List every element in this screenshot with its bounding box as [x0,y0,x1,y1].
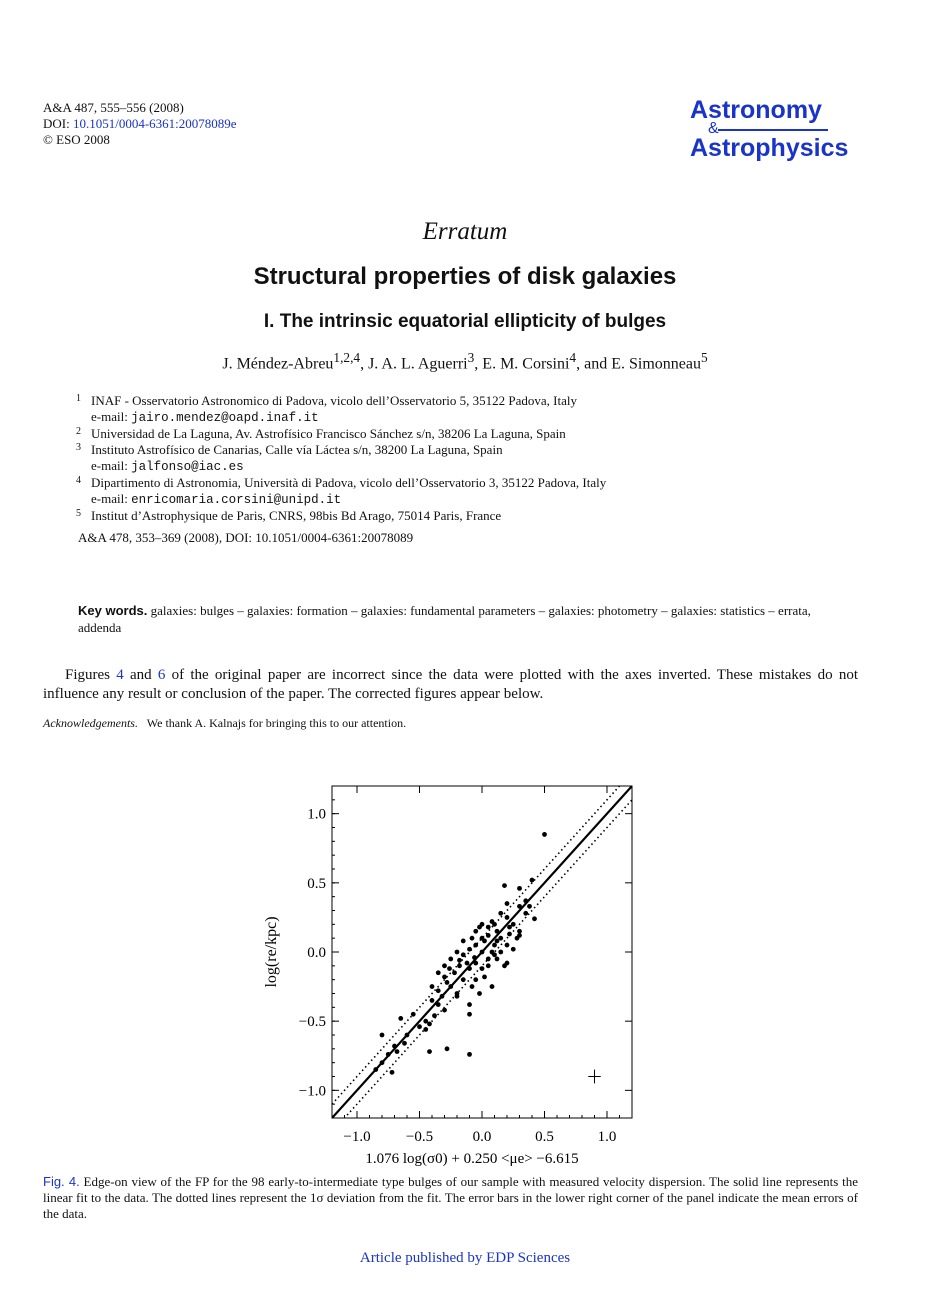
data-point [473,977,478,982]
data-point [392,1044,397,1049]
data-point [505,901,510,906]
affiliation-text: INAF - Osservatorio Astronomico di Padova, vicolo dell’Osservatorio 5, 35122 Padova, Italy [91,393,577,408]
data-point [447,966,452,971]
body-text: Figures [65,667,117,683]
data-point [461,952,466,957]
data-point [461,977,466,982]
body-text: of the original paper are incorrect since the data were plotted with the axes inverted. These mistakes do not influence any result or conclusion of the paper. The corrected figures appear below. [43,667,858,702]
x-tick-label: 1.0 [597,1129,617,1145]
data-point [527,904,532,909]
body-text: and [123,667,158,683]
data-point [480,950,485,955]
data-point [490,919,495,924]
ack-label: Acknowledgements. [43,716,138,730]
data-point [427,1049,432,1054]
data-point [482,939,487,944]
data-point [442,975,447,980]
logo-line2: Astrophysics [690,134,849,162]
author: J. Méndez-Abreu [222,355,334,373]
affiliation [76,426,776,442]
x-tick-label: −0.5 [405,1129,434,1145]
data-point [440,994,445,999]
journal-logo [690,96,880,162]
keywords-label: Key words. [78,603,148,618]
data-point [442,1008,447,1013]
data-point [523,898,528,903]
data-point [467,1052,472,1057]
keywords-text: galaxies: bulges – galaxies: formation – galaxies: fundamental parameters – galaxies: photometry – galaxies: statistics – errata, addenda [78,603,811,635]
email-line [91,409,776,426]
affiliation-num: 4 [76,475,81,486]
data-point [482,975,487,980]
data-point [448,984,453,989]
citation: A&A 487, 555–556 (2008) [43,100,184,115]
data-point [436,970,441,975]
plot-area [263,780,632,1167]
keywords [78,602,848,636]
acknowledgements [43,716,406,731]
affiliation-num: 5 [76,508,81,519]
data-point [380,1060,385,1065]
original-reference: A&A 478, 353–369 (2008), DOI: 10.1051/0004-6361:20078089 [78,530,414,545]
doi-line [43,116,363,132]
data-point [511,947,516,952]
data-point [502,883,507,888]
data-point [530,878,535,883]
author-list: J. Méndez-Abreu$^{1,2,4}$, J. A. L. Aguerri$^3$, E. M. Corsini$^4$, and E. Simonneau$^5$ [222,350,708,373]
x-axis-label: 1.076 log(σ0) + 0.250 <μe> −6.615 [365,1151,579,1167]
data-point [455,994,460,999]
affiliations [76,393,776,524]
data-point [495,929,500,934]
author: E. M. Corsini [482,355,570,373]
data-point [532,916,537,921]
data-point [477,991,482,996]
data-point [492,943,497,948]
y-tick-label: 0.5 [307,875,326,892]
email: enricomaria.corsini@unipd.it [131,493,342,507]
logo-line1: Astronomy [690,96,822,124]
data-point [445,980,450,985]
data-point [473,929,478,934]
affiliation-text: Instituto Astrofísico de Canarias, Calle vía Láctea s/n, 38200 La Laguna, Spain [91,442,503,457]
body-paragraph [43,666,858,704]
affiliation-num: 3 [76,442,81,453]
doi-label: DOI: [43,116,70,131]
y-axis-label: log(re/kpc) [263,916,280,988]
email: jairo.mendez@oapd.inaf.it [131,411,319,425]
data-point [455,950,460,955]
author-aff: 3 [467,350,475,365]
page-title: Structural properties of disk galaxies [253,263,677,290]
data-point [507,932,512,937]
data-point [517,929,522,934]
data-point [445,1046,450,1051]
caption-label[interactable]: Fig. 4. [43,1174,80,1189]
data-point [461,939,466,944]
data-point [405,1033,410,1038]
affiliation-num: 1 [76,393,81,404]
data-point [442,963,447,968]
data-point [390,1070,395,1075]
x-tick-label: 0.0 [472,1129,492,1145]
data-point [395,1049,400,1054]
email-label: e-mail: [91,491,128,506]
email-label: e-mail: [91,458,128,473]
figure-link[interactable]: 4 [116,667,124,683]
email-line [91,458,776,475]
fp-scatter-chart [250,780,650,1170]
data-point [505,961,510,966]
data-point [430,984,435,989]
affiliation-text: Institut d’Astrophysique de Paris, CNRS, 98bis Bd Arago, 75014 Paris, France [91,508,502,523]
data-point [507,925,512,930]
email: jalfonso@iac.es [131,460,244,474]
affiliation [76,508,776,524]
author-aff: 4 [569,350,577,365]
copyright: © ESO 2008 [43,132,110,147]
data-point [495,939,500,944]
data-point [517,904,522,909]
email-label: e-mail: [91,409,128,424]
email-line [91,491,776,508]
data-point [490,950,495,955]
data-point [472,955,477,960]
data-point [517,933,522,938]
data-point [517,886,522,891]
publisher-footer[interactable]: Article published by EDP Sciences [359,1250,571,1266]
affiliation [76,442,776,475]
data-point [477,925,482,930]
article-kind: Erratum [422,218,508,245]
data-point [498,950,503,955]
doi-link[interactable]: 10.1051/0004-6361:20078089e [72,116,237,131]
author-aff: 1,2,4 [333,350,361,365]
data-point [432,1013,437,1018]
affiliation [76,393,776,426]
data-point [436,988,441,993]
data-point [467,1002,472,1007]
y-tick-label: 1.0 [307,806,326,823]
data-point [402,1041,407,1046]
data-point [505,943,510,948]
data-point [486,925,491,930]
data-point [423,1027,428,1032]
affiliation-num: 2 [76,426,81,437]
data-point [465,961,470,966]
data-point [448,957,453,962]
data-point [473,943,478,948]
data-point [470,936,475,941]
page-subtitle: I. The intrinsic equatorial ellipticity of bulges [263,311,667,332]
data-point [498,911,503,916]
figure-link[interactable]: 6 [157,667,166,683]
data-point [490,984,495,989]
data-point [470,984,475,989]
data-point [423,1019,428,1024]
figure-caption [43,1174,858,1222]
data-point [430,998,435,1003]
y-tick-label: 0.0 [307,945,326,961]
caption-text: Edge-on view of the FP for the 98 early-to-intermediate type bulges of our sample with measured velocity dispersion. The solid line represents the linear fit to the data. The dotted lines represent the 1σ deviation from the fit. The error bars in the lower right corner of the panel indicate the mean errors of the data. [43,1174,858,1221]
data-point [542,832,547,837]
data-point [467,1012,472,1017]
y-tick-label: −0.5 [298,1014,326,1031]
affiliation-text: Dipartimento di Astronomia, Università di Padova, vicolo dell’Osservatorio 3, 35122 Padova, Italy [91,475,607,490]
data-point [467,966,472,971]
data-point [380,1033,385,1038]
data-point [495,957,500,962]
x-tick-label: −1.0 [343,1129,371,1145]
sigma-line-upper [332,780,632,1104]
affiliation-text: Universidad de La Laguna, Av. Astrofísico Francisco Sánchez s/n, 38206 La Laguna, Spain [91,426,566,441]
data-point [398,1016,403,1021]
data-point [473,961,478,966]
journal-info [43,100,363,148]
ack-text: We thank A. Kalnajs for bringing this to our attention. [146,716,407,730]
data-point [436,1002,441,1007]
data-point [417,1024,422,1029]
data-point [486,957,491,962]
data-point [523,911,528,916]
data-point [505,915,510,920]
data-point [457,958,462,963]
x-tick-label: 0.5 [535,1129,554,1145]
data-point [411,1012,416,1017]
data-point [452,970,457,975]
author-aff: 5 [700,350,708,365]
author: J. A. L. Aguerri [368,355,468,373]
affiliation [76,475,776,508]
data-point [373,1067,378,1072]
data-point [457,963,462,968]
data-point [480,966,485,971]
data-point [386,1052,391,1057]
logo-ampersand: & [708,120,719,137]
sigma-line-lower [332,800,632,1132]
data-point [486,933,491,938]
data-point [486,963,491,968]
data-point [467,947,472,952]
y-tick-label: −1.0 [298,1083,326,1100]
author: E. Simonneau [611,355,701,373]
